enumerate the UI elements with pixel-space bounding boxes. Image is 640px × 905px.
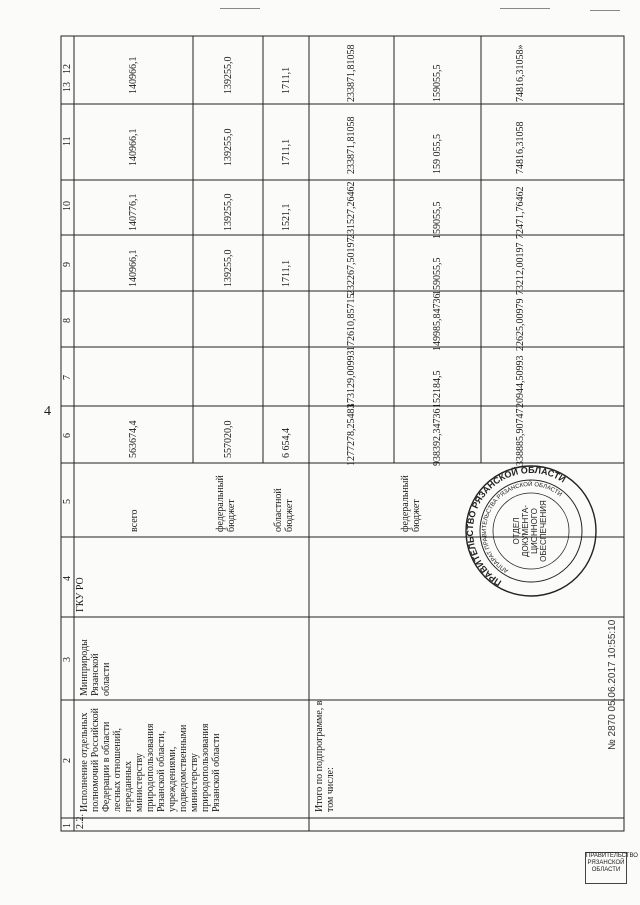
government-logo: [585, 852, 638, 884]
total-value-cell: 233871,81058: [346, 116, 357, 174]
seal-center-line: ОТДЕЛ: [512, 517, 521, 545]
column-number: 13: [62, 82, 73, 92]
total-value-cell: 149985,84736: [432, 293, 443, 351]
column-number: 9: [62, 262, 73, 267]
total-value-cell: 22625,00979: [515, 298, 526, 351]
column-number: 11: [62, 136, 73, 146]
total-value-cell: 338885,90747: [515, 408, 526, 466]
total-value-cell: 152184,5: [432, 370, 443, 408]
total-label: Итого по подпрограмме, в том числе:: [314, 700, 336, 812]
column-number: 3: [62, 657, 73, 662]
row-number: 2.2.: [75, 814, 86, 829]
value-cell: 1521,1: [281, 203, 292, 231]
value-cell: 140966,1: [128, 249, 139, 287]
svg-text:ПРАВИТЕЛЬСТВО РЯЗАНСКОЙ ОБЛАСТ: ПРАВИТЕЛЬСТВО РЯЗАНСКОЙ ОБЛАСТИ: [464, 464, 568, 589]
value-cell: 140966,1: [128, 56, 139, 94]
logo-text: ПРАВИТЕЛЬСТВО РЯЗАНСКОЙ ОБЛАСТИ: [586, 853, 638, 873]
total-value-cell: 938392,34736: [432, 408, 443, 466]
funding-source: областной бюджет: [273, 488, 295, 532]
total-value-cell: 159055,5: [432, 201, 443, 239]
value-cell: 1711,1: [281, 138, 292, 166]
value-cell: 1711,1: [281, 66, 292, 94]
funding-source: федеральный бюджет: [400, 475, 422, 532]
value-cell: 140776,1: [128, 193, 139, 231]
total-value-cell: 232267,50197: [346, 237, 357, 295]
total-value-cell: 74816,31058: [515, 121, 526, 174]
total-value-cell: 173129,00993: [346, 350, 357, 408]
column-number: 6: [62, 433, 73, 438]
column-number: 7: [62, 375, 73, 380]
institution: ГКУ РО: [75, 577, 86, 612]
seal-center-line: ОБЕСПЕЧЕНИЯ: [539, 500, 548, 562]
seal-center-line: ЦИОННОГО: [530, 508, 539, 554]
column-number: 4: [62, 576, 73, 581]
total-value-cell: 233871,81058: [346, 44, 357, 102]
column-number: 8: [62, 318, 73, 323]
page-number: 4: [44, 404, 51, 419]
value-cell: 1711,1: [281, 259, 292, 287]
value-cell: 139255,0: [223, 128, 234, 166]
value-cell: 557020,0: [223, 420, 234, 458]
seal-center-line: ДОКУМЕНТА-: [521, 505, 530, 557]
total-value-cell: 159055,5: [432, 257, 443, 295]
value-cell: 139255,0: [223, 193, 234, 231]
svg-text:АППАРАТ ПРАВИТЕЛЬСТВА РЯЗАНСКО: АППАРАТ ПРАВИТЕЛЬСТВА РЯЗАНСКОЙ ОБЛАСТИ: [481, 481, 563, 574]
total-value-cell: 231527,26462: [346, 181, 357, 239]
funding-source: всего: [129, 509, 140, 532]
value-cell: 563674,4: [128, 420, 139, 458]
total-value-cell: 74816,31058»: [515, 44, 526, 102]
executor: Минприроды Рязанской области: [79, 639, 112, 696]
column-number: 10: [62, 201, 73, 211]
column-number: 12: [62, 64, 73, 74]
total-value-cell: 72471,76462: [515, 186, 526, 239]
value-cell: 6 654,4: [281, 428, 292, 458]
total-value-cell: 172610,85715: [346, 293, 357, 351]
column-number: 2: [62, 758, 73, 763]
total-value-cell: 20944,50993: [515, 355, 526, 408]
column-number: 5: [62, 499, 73, 504]
value-cell: 139255,0: [223, 249, 234, 287]
total-value-cell: 159055,5: [432, 64, 443, 102]
total-value-cell: 159 055,5: [432, 134, 443, 174]
total-value-cell: 1277278,25483: [346, 403, 357, 466]
activity-name: Исполнение отдельных полномочий Российской Федерации в области лесных отношений, переданных министерству природопользования Рязанской области, учреждениями, подведомственными министерству природопользования Рязанской области: [79, 708, 222, 812]
value-cell: 140966,1: [128, 128, 139, 166]
total-value-cell: 73212,00197: [515, 242, 526, 295]
value-cell: 139255,0: [223, 56, 234, 94]
funding-source: федеральный бюджет: [215, 475, 237, 532]
official-seal: [464, 464, 598, 598]
column-number: 1: [62, 823, 73, 828]
registration-stamp: № 2870 05.06.2017 10:55:10: [607, 619, 618, 750]
